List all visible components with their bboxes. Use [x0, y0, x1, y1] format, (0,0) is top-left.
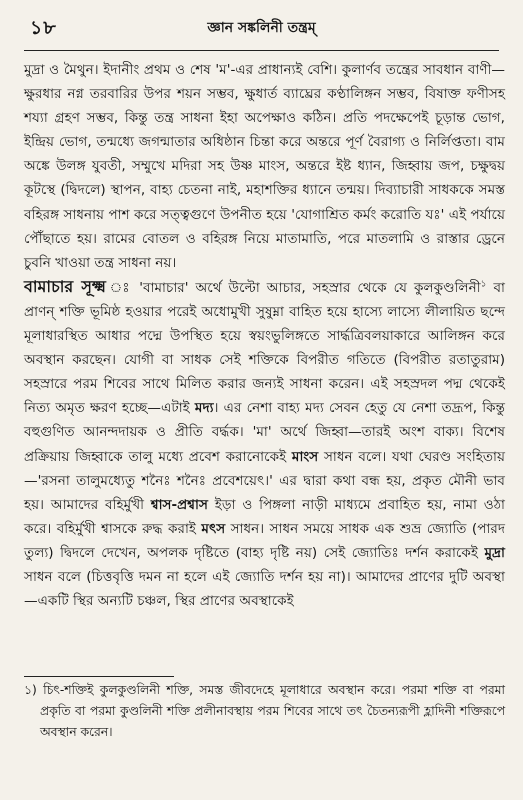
paragraph-2-text-e: ইড়া ও পিঙ্গলা নাড়ী মাধ্যমে প্রবাহিত হয়, নামা ওঠা করে। বহির্মুখী শ্বাসকে রুদ্ধ করাই [24, 496, 505, 537]
paragraph-2-text-d: সাধন বলে। যথা ঘেরণ্ড সংহিতায়—'রসনা তালুমধ্যেতু শনৈঃ শনৈঃ প্রবেশয়েৎ।' এর দ্বারা কথা বন্ধ হয়, প্রকৃত মৌনী ভাব হয়। আমাদের বহির্মুখী [24, 448, 505, 513]
footnote-1: ১) চিৎ-শক্তিই কুলকুণ্ডলিনী শক্তি, সমস্ত জীবদেহে মূলাধারে অবস্থান করে। পরমা শক্তি বা পরমা প্রকৃতি বা পরমা কুণ্ডলিনী শক্তি প্রলীনাবস্থায় পরম শিবের সাথে তৎ চৈতন্যরূপী হ্লাদিনী শক্তিরূপে অবস্থান করেন। [24, 683, 505, 739]
paragraph-1: মুদ্রা ও মৈথুন। ইদানীং প্রথম ও শেষ 'ম'-এর প্রাধান্যই বেশি। কুলার্ণব তন্ত্রের সাবধান বাণী—ক্ষুরধার নগ্ন তরবারির উপর শয়ন সম্ভব, ক্ষুধার্ত ব্যাঘ্রের কণ্ঠালিঙ্গন সম্ভব, বিষাক্ত ফণীসহ শয্যা গ্রহণ সম্ভব, কিন্তু তন্ত্র সাধনা ইহা অপেক্ষাও কঠিন। প্রতি পদক্ষেপেই চূড়ান্ত ভোগ, ইন্দ্রিয় ভোগ, তন্মধ্যে জগন্মাতার অধিষ্ঠান চিন্তা করে অন্তরে পূর্ণ বৈরাগ্য ও নির্লিপ্ততা। বাম অঙ্কে উলঙ্গ যুবতী, সম্মুখে মদিরা সহ উষ্ণ মাংস, অন্তরে ইষ্ট ধ্যান, জিহ্বায় জপ, চক্ষুদ্বয় কূটস্থে (দ্বিদলে) স্থাপন, বাহ্য চেতনা নাই, মহাশক্তির ধ্যানে তন্ময়। দিব্যাচারী সাধককে সমস্ত বহিরঙ্গ সাধনায় পাশ করে সত্ত্বগুণে উপনীত হয়ে 'যোগাশ্রিত কর্মং করোতি যঃ' এই পর্যায়ে পৌঁছাতে হয়। রামের বোতল ও বহিরঙ্গ নিয়ে মাতামাতি, পরে মাতলামি ও রাস্তার ড্রেনে চুবনি খাওয়া তন্ত্র সাধনা নয়। [24, 62, 505, 271]
paragraph-2-text-g: সাধন বলে (চিত্তবৃত্তি দমন না হলে এই জ্যোতি দর্শন হয় না)। আমাদের প্রাণের দুটি অবস্থা—একটি স্থির অন্যটি চঞ্চল, স্থির প্রাণের অবস্থাকেই [24, 568, 505, 610]
running-title: জ্ঞান সঙ্কলিনী তন্ত্রম্ [207, 20, 316, 36]
paragraph-2-text-f: সাধন। সাধন সময়ে সাধক এক শুভ্র জ্যোতি (পারদ তুল্য) দ্বিদলে দেখেন, অপলক দৃষ্টিতে (বাহ্য দৃষ্টি নয়) সেই জ্যোতিঃ দর্শন করাকেই [24, 520, 505, 561]
main-text [24, 58, 505, 613]
term-mangsa: মাংস [291, 448, 319, 465]
term-shwas-proshwas: শ্বাস-প্রশ্বাস [150, 496, 208, 513]
paragraph-2 [24, 275, 505, 613]
footnotes [24, 680, 505, 743]
footnote-reference: ১ [480, 279, 487, 290]
paragraph-2-text-b: বা প্রাণন্ শক্তি ভূমিষ্ঠ হওয়ার পরেই অধোমুখী সুষুম্না বাহিত হয়ে হাস্যে লাস্যে লীলায়িত ছন্দে মূলাধারস্থিত আধার পদ্মে উপস্থিত হয়ে স্বয়ংভুলিঙ্গতে সার্দ্ধত্রিবলয়াকারে আলিঙ্গন করে অবস্থান করছেন। যোগী বা সাধক সেই শক্তিকে বিপরীত গতিতে (বিপরীত রতাতুরাম) সহস্রারে পরম শিবের সাথে মিলিত করার জন্যই সাধনা করেন। এই সহস্রদল পদ্ম থেকেই নিত্য অমৃত ক্ষরণ হচ্ছে—এটাই [24, 279, 505, 417]
term-matsya: মৎস [201, 520, 226, 537]
page-number: ১৮ [30, 17, 57, 39]
paragraph-2-text-c: । এর নেশা বাহ্য মদ্য সেবন হেতু যে নেশা তদ্রূপ, কিন্তু বহুগুণিত আনন্দদায়ক ও প্রীতি বর্দ্ধক। 'মা' অর্থে জিহ্বা—তারই অংশ বাক্য। বিশেষ প্রক্রিয়ায় জিহ্বাকে তালু মধ্যে প্রবেশ করানোকেই [24, 400, 505, 465]
footnote-rule [24, 676, 174, 677]
page-header [26, 6, 497, 50]
term-madya: মদ্য [194, 400, 214, 417]
section-lead-term: বামাচার সূক্ষ্ম [24, 276, 106, 296]
paragraph-2-text-a: ঃ 'বামাচার' অর্থে উল্টো আচার, সহস্রার থেকে যে কুলকুণ্ডলিনী [105, 279, 481, 296]
header-rule [24, 50, 499, 51]
term-mudra: মুদ্রা [484, 544, 505, 561]
